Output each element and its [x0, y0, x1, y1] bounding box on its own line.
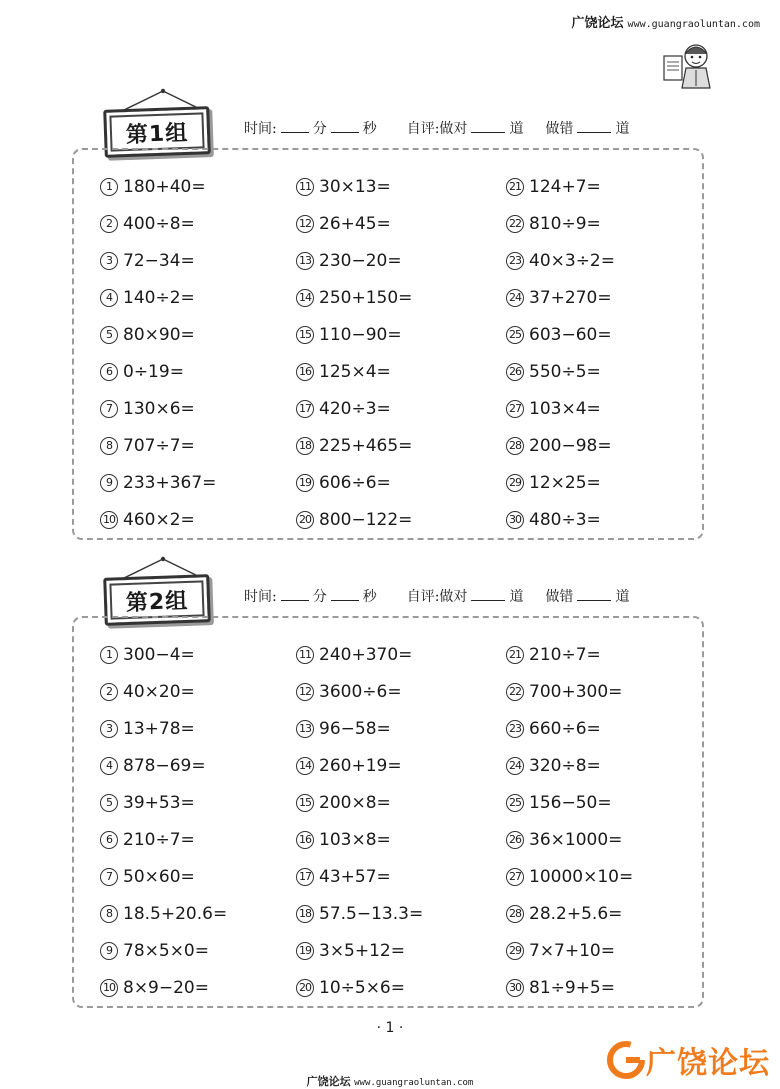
problem-number: 23 — [506, 252, 524, 270]
problem-item — [296, 390, 506, 427]
minute-label: 分 — [312, 121, 327, 137]
self-eval-label: 自评:做对 — [406, 589, 468, 605]
problem-expression: 210÷7= — [123, 829, 195, 850]
problem-expression: 200−98= — [529, 435, 612, 456]
problem-expression: 80×90= — [123, 324, 195, 345]
wrong-count-blank[interactable] — [577, 120, 611, 133]
problem-item — [100, 858, 296, 895]
problem-number: 8 — [100, 905, 118, 923]
problem-item — [296, 242, 506, 279]
problem-item — [100, 168, 296, 205]
problem-item — [506, 353, 660, 390]
problem-number: 7 — [100, 400, 118, 418]
seconds-blank[interactable] — [331, 588, 359, 601]
problem-number: 27 — [506, 868, 524, 886]
problem-item — [100, 932, 296, 969]
problem-number: 9 — [100, 942, 118, 960]
problem-item — [506, 427, 660, 464]
problem-item — [296, 673, 506, 710]
wrong-unit-label: 道 — [615, 121, 630, 137]
problem-item — [100, 242, 296, 279]
problem-expression: 103×8= — [319, 829, 391, 850]
wrong-label: 做错 — [545, 121, 574, 137]
problem-expression: 250+150= — [319, 287, 413, 308]
problem-number: 18 — [296, 437, 314, 455]
footer-url: www.guangraoluntan.com — [354, 1078, 474, 1088]
problem-number: 13 — [296, 720, 314, 738]
correct-unit-label: 道 — [509, 589, 524, 605]
problem-item — [100, 710, 296, 747]
group-title: 第2组 — [125, 588, 189, 616]
problem-expression: 400÷8= — [123, 213, 195, 234]
problem-number: 18 — [296, 905, 314, 923]
problem-number: 14 — [296, 757, 314, 775]
problem-number: 3 — [100, 720, 118, 738]
problem-expression: 878−69= — [123, 755, 206, 776]
problem-item — [100, 636, 296, 673]
problem-number: 11 — [296, 646, 314, 664]
minute-label: 分 — [312, 589, 327, 605]
logo-text: 广饶论坛 — [646, 1046, 770, 1081]
problem-number: 22 — [506, 683, 524, 701]
problem-number: 30 — [506, 979, 524, 997]
problem-item — [296, 710, 506, 747]
problem-item — [100, 390, 296, 427]
problem-item — [296, 821, 506, 858]
problems-grid — [100, 636, 660, 1006]
problem-item — [506, 821, 660, 858]
problem-expression: 10÷5×6= — [319, 977, 405, 998]
site-header — [572, 12, 760, 32]
problem-item — [100, 279, 296, 316]
problem-item — [296, 205, 506, 242]
problem-item — [506, 932, 660, 969]
group-title: 第1组 — [125, 120, 189, 148]
problem-item — [296, 784, 506, 821]
problem-item — [296, 858, 506, 895]
problem-number: 16 — [296, 363, 314, 381]
problem-number: 28 — [506, 905, 524, 923]
problem-number: 6 — [100, 363, 118, 381]
problem-item — [296, 895, 506, 932]
problem-number: 10 — [100, 511, 118, 529]
problem-item — [100, 895, 296, 932]
problem-number: 4 — [100, 289, 118, 307]
problem-expression: 810÷9= — [529, 213, 601, 234]
problem-number: 11 — [296, 178, 314, 196]
problem-item — [296, 501, 506, 538]
problem-item — [506, 390, 660, 427]
problem-expression: 210÷7= — [529, 644, 601, 665]
problem-item — [506, 895, 660, 932]
problem-item — [100, 969, 296, 1006]
problem-expression: 36×1000= — [529, 829, 623, 850]
problem-number: 10 — [100, 979, 118, 997]
problem-item — [506, 858, 660, 895]
problem-number: 27 — [506, 400, 524, 418]
problem-number: 17 — [296, 868, 314, 886]
problem-number: 6 — [100, 831, 118, 849]
problem-expression: 18.5+20.6= — [123, 903, 228, 924]
problem-expression: 110−90= — [319, 324, 402, 345]
problem-expression: 37+270= — [529, 287, 612, 308]
problem-number: 3 — [100, 252, 118, 270]
problem-item — [100, 673, 296, 710]
problem-number: 19 — [296, 942, 314, 960]
problem-number: 9 — [100, 474, 118, 492]
correct-count-blank[interactable] — [471, 588, 505, 601]
problem-item — [506, 710, 660, 747]
problem-item — [100, 821, 296, 858]
time-label: 时间: — [244, 589, 277, 605]
problem-item — [506, 279, 660, 316]
problem-number: 2 — [100, 683, 118, 701]
problem-item — [100, 747, 296, 784]
problem-number: 26 — [506, 363, 524, 381]
problem-number: 12 — [296, 215, 314, 233]
problem-number: 8 — [100, 437, 118, 455]
problem-expression: 57.5−13.3= — [319, 903, 424, 924]
problem-expression: 28.2+5.6= — [529, 903, 623, 924]
footer-brand: 广饶论坛 — [306, 1075, 351, 1088]
problem-expression: 78×5×0= — [123, 940, 209, 961]
problem-item — [296, 969, 506, 1006]
problem-expression: 420÷3= — [319, 398, 391, 419]
problem-number: 21 — [506, 178, 524, 196]
problem-item — [296, 353, 506, 390]
problem-number: 5 — [100, 794, 118, 812]
problem-expression: 103×4= — [529, 398, 601, 419]
problem-number: 5 — [100, 326, 118, 344]
problem-expression: 3×5+12= — [319, 940, 405, 961]
problem-expression: 50×60= — [123, 866, 195, 887]
problem-expression: 606÷6= — [319, 472, 391, 493]
problem-item — [100, 353, 296, 390]
problem-item — [296, 279, 506, 316]
problem-number: 17 — [296, 400, 314, 418]
problem-expression: 156−50= — [529, 792, 612, 813]
problem-expression: 26+45= — [319, 213, 391, 234]
problem-expression: 0÷19= — [123, 361, 184, 382]
problem-item — [296, 636, 506, 673]
problem-number: 13 — [296, 252, 314, 270]
second-label: 秒 — [362, 121, 377, 137]
problem-item — [296, 464, 506, 501]
problem-item — [296, 747, 506, 784]
second-label: 秒 — [362, 589, 377, 605]
problem-number: 7 — [100, 868, 118, 886]
problem-item — [506, 501, 660, 538]
problem-number: 20 — [296, 511, 314, 529]
problem-item — [296, 427, 506, 464]
problem-expression: 125×4= — [319, 361, 391, 382]
problem-expression: 480÷3= — [529, 509, 601, 530]
problem-number: 4 — [100, 757, 118, 775]
problem-item — [100, 501, 296, 538]
problem-number: 24 — [506, 289, 524, 307]
problem-expression: 7×7+10= — [529, 940, 615, 961]
problem-number: 20 — [296, 979, 314, 997]
problem-item — [506, 636, 660, 673]
problem-expression: 43+57= — [319, 866, 391, 887]
problem-expression: 230−20= — [319, 250, 402, 271]
problem-item — [296, 932, 506, 969]
site-brand: 广饶论坛 — [571, 16, 624, 31]
problem-expression: 130×6= — [123, 398, 195, 419]
problem-expression: 140÷2= — [123, 287, 195, 308]
problem-number: 25 — [506, 794, 524, 812]
problem-expression: 320÷8= — [529, 755, 601, 776]
problem-item — [506, 205, 660, 242]
problem-expression: 700+300= — [529, 681, 623, 702]
problem-expression: 260+19= — [319, 755, 402, 776]
problem-expression: 660÷6= — [529, 718, 601, 739]
problem-expression: 39+53= — [123, 792, 195, 813]
problem-item — [506, 673, 660, 710]
problem-number: 29 — [506, 942, 524, 960]
problem-number: 30 — [506, 511, 524, 529]
problem-number: 1 — [100, 178, 118, 196]
problem-expression: 30×13= — [319, 176, 391, 197]
correct-count-blank[interactable] — [471, 120, 505, 133]
problem-item — [296, 316, 506, 353]
problem-number: 19 — [296, 474, 314, 492]
site-url: www.guangraoluntan.com — [627, 19, 760, 30]
problem-expression: 40×20= — [123, 681, 195, 702]
problem-expression: 81÷9+5= — [529, 977, 615, 998]
problem-number: 22 — [506, 215, 524, 233]
problem-expression: 225+465= — [319, 435, 413, 456]
problem-expression: 800−122= — [319, 509, 413, 530]
score-line — [244, 118, 629, 138]
problem-item — [100, 427, 296, 464]
problem-expression: 460×2= — [123, 509, 195, 530]
problem-item — [506, 464, 660, 501]
minutes-blank[interactable] — [281, 588, 309, 601]
wrong-count-blank[interactable] — [577, 588, 611, 601]
wrong-label: 做错 — [545, 589, 574, 605]
problem-item — [506, 747, 660, 784]
problem-item — [506, 242, 660, 279]
problems-grid — [100, 168, 660, 538]
problem-expression: 96−58= — [319, 718, 391, 739]
problem-expression: 8×9−20= — [123, 977, 209, 998]
problem-item — [100, 464, 296, 501]
problem-item — [506, 316, 660, 353]
time-label: 时间: — [244, 121, 277, 137]
problem-number: 25 — [506, 326, 524, 344]
problem-number: 15 — [296, 794, 314, 812]
score-line — [244, 586, 629, 606]
correct-unit-label: 道 — [509, 121, 524, 137]
problem-number: 23 — [506, 720, 524, 738]
problem-expression: 72−34= — [123, 250, 195, 271]
problem-number: 12 — [296, 683, 314, 701]
problem-expression: 603−60= — [529, 324, 612, 345]
problem-number: 28 — [506, 437, 524, 455]
problem-number: 1 — [100, 646, 118, 664]
problem-item — [100, 205, 296, 242]
problem-number: 29 — [506, 474, 524, 492]
problem-expression: 240+370= — [319, 644, 413, 665]
mascot-girl-icon — [660, 36, 718, 94]
problem-number: 24 — [506, 757, 524, 775]
problem-expression: 707÷7= — [123, 435, 195, 456]
problem-expression: 233+367= — [123, 472, 217, 493]
self-eval-label: 自评:做对 — [406, 121, 468, 137]
wrong-unit-label: 道 — [615, 589, 630, 605]
problem-item — [506, 969, 660, 1006]
problem-number: 21 — [506, 646, 524, 664]
problem-expression: 300−4= — [123, 644, 195, 665]
problem-item — [100, 316, 296, 353]
problem-item — [100, 784, 296, 821]
problem-expression: 13+78= — [123, 718, 195, 739]
problem-number: 15 — [296, 326, 314, 344]
seconds-blank[interactable] — [331, 120, 359, 133]
problem-expression: 124+7= — [529, 176, 601, 197]
problem-number: 26 — [506, 831, 524, 849]
problem-expression: 200×8= — [319, 792, 391, 813]
problem-expression: 180+40= — [123, 176, 206, 197]
problem-expression: 10000×10= — [529, 866, 634, 887]
problem-number: 2 — [100, 215, 118, 233]
problem-item — [506, 168, 660, 205]
problem-expression: 12×25= — [529, 472, 601, 493]
minutes-blank[interactable] — [281, 120, 309, 133]
problem-expression: 3600÷6= — [319, 681, 402, 702]
problem-expression: 550÷5= — [529, 361, 601, 382]
problem-number: 16 — [296, 831, 314, 849]
problem-item — [296, 168, 506, 205]
problem-expression: 40×3÷2= — [529, 250, 615, 271]
page-number: · 1 · — [376, 1020, 404, 1036]
problem-item — [506, 784, 660, 821]
problem-number: 14 — [296, 289, 314, 307]
